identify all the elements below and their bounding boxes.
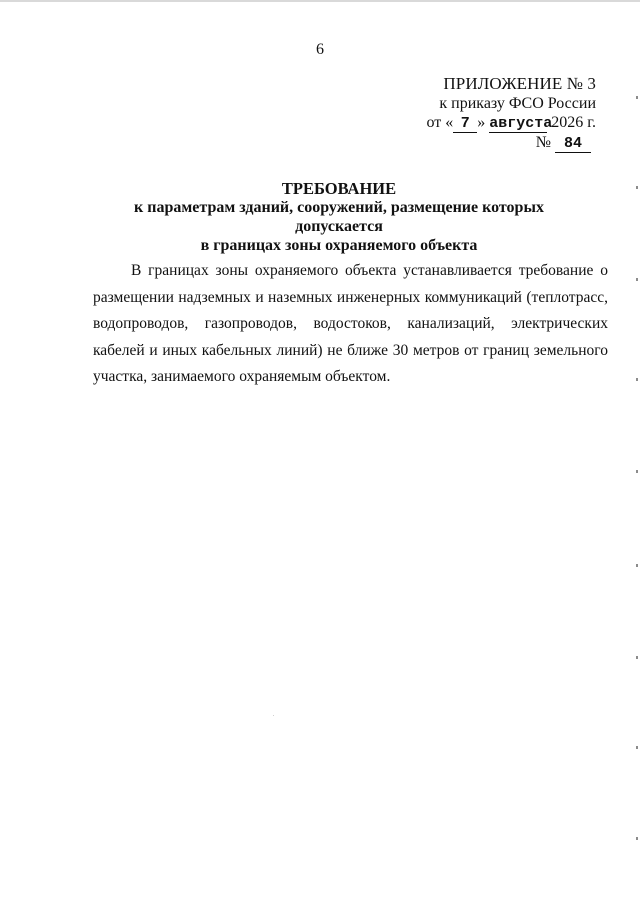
requirement-subtitle-line-2: в границах зоны охраняемого объекта [200, 237, 478, 254]
requirement-body: В границах зоны охраняемого объекта устанавливается требование о размещении надземных и наземных инженерных коммуникаций (теплотрасс, водопроводов, газопроводов, водостоков, канализаций, электрических кабелей и иных кабельных линий) не ближе 30 метров от границ земельного участка, занимаемого охраняемым объектом. [93, 262, 608, 385]
scan-top-edge [0, 0, 640, 4]
appendix-title: ПРИЛОЖЕНИЕ № 3 [443, 74, 596, 93]
scan-edge-mark [636, 378, 638, 381]
scan-edge-mark [636, 837, 638, 840]
page-number: 6 [316, 41, 324, 58]
date-year: 2026 г. [551, 114, 596, 131]
date-prefix: от « [426, 114, 454, 131]
requirement-title: ТРЕБОВАНИЕ [281, 179, 397, 198]
scan-edge-mark [636, 278, 638, 281]
order-number-line [536, 133, 596, 153]
date-month: августа [489, 115, 553, 132]
scan-edge-mark [636, 470, 638, 473]
appendix-block [386, 74, 596, 153]
scan-edge-mark [636, 564, 638, 567]
scan-edge-mark [636, 96, 638, 99]
date-quote-close: » [477, 114, 486, 131]
order-reference: к приказу ФСО России [439, 94, 596, 112]
scan-edge-mark [636, 656, 638, 659]
requirement-heading [95, 179, 583, 255]
scan-edge-mark [636, 186, 638, 189]
scan-edge-mark [636, 746, 638, 749]
number-prefix: № [535, 134, 551, 151]
order-number: 84 [555, 135, 591, 153]
date-day: 7 [453, 115, 477, 133]
order-date-line [386, 113, 596, 133]
scan-speck [273, 715, 274, 716]
requirement-subtitle-line-1: к параметрам зданий, сооружений, размещение которых допускается [134, 199, 544, 235]
